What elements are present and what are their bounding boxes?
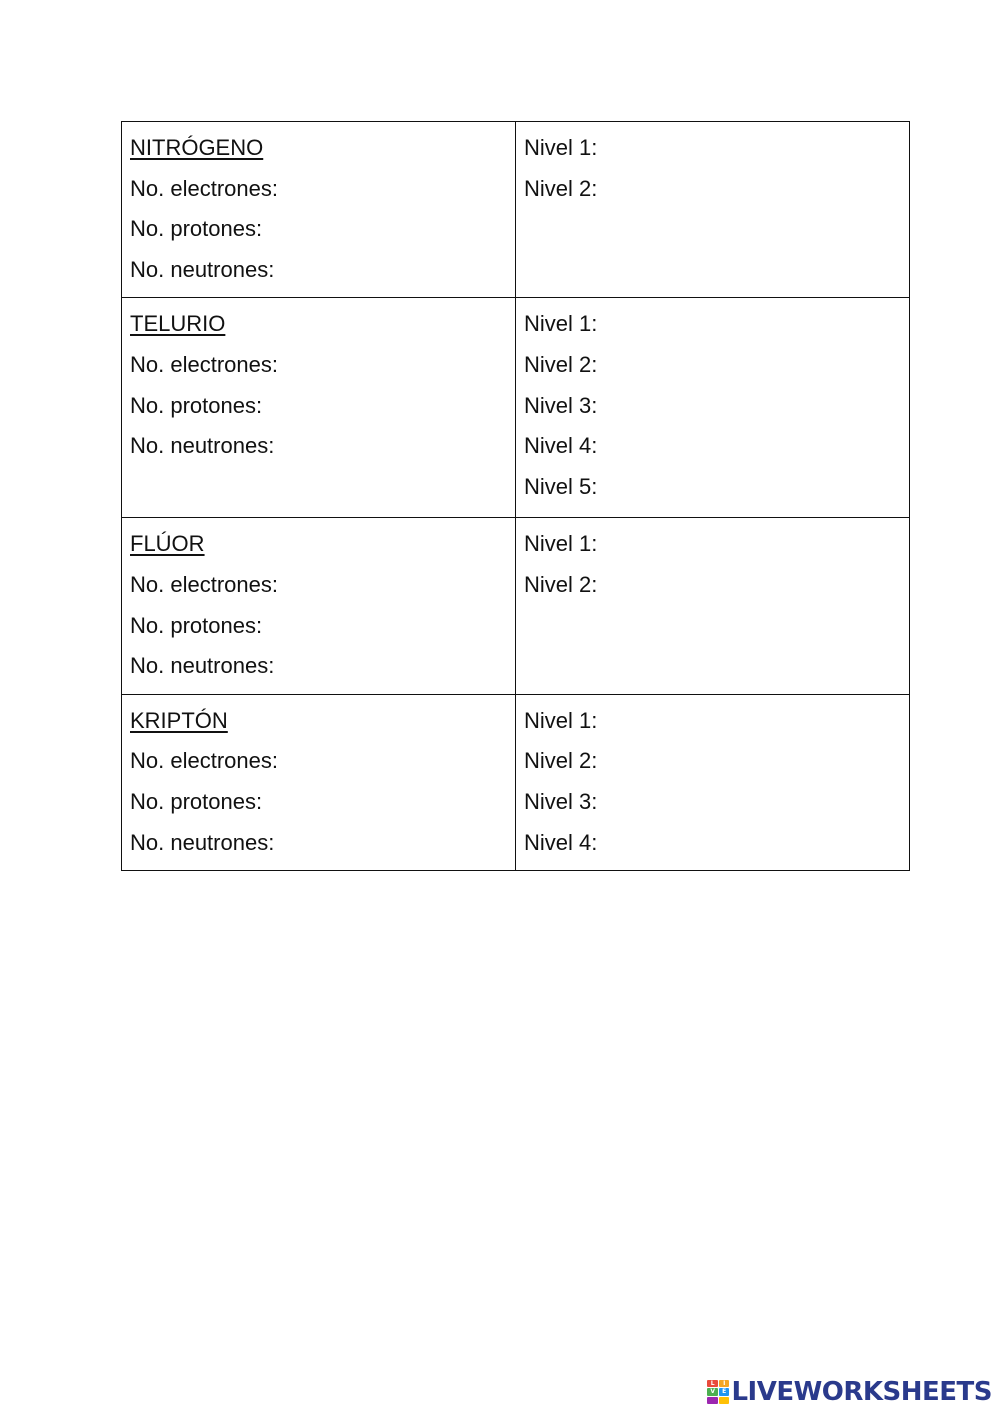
level-label: Nivel 1: [524, 531, 598, 557]
electrons-label: No. electrones: [130, 571, 278, 597]
table-row [122, 518, 910, 694]
energy-levels-cell [516, 694, 910, 870]
logo-mark-icon [707, 1380, 729, 1404]
level-label: Nivel 3: [524, 392, 598, 418]
neutrons-label: No. neutrones: [130, 256, 275, 282]
energy-levels-cell [516, 122, 910, 298]
energy-levels-cell [516, 298, 910, 518]
neutrons-label: No. neutrones: [130, 829, 275, 855]
logo-mark-letter: V [707, 1388, 718, 1395]
logo-mark-letter: L [707, 1380, 718, 1387]
level-label: Nivel 5: [524, 473, 598, 499]
neutrons-label: No. neutrones: [130, 433, 275, 459]
element-info-cell [122, 298, 516, 518]
element-info-cell [122, 122, 516, 298]
level-label: Nivel 2: [524, 175, 598, 201]
logo-text: LIVEWORKSHEETS [731, 1377, 992, 1407]
level-label: Nivel 2: [524, 571, 598, 597]
element-name: FLÚOR [130, 531, 205, 557]
level-label: Nivel 4: [524, 829, 598, 855]
level-label: Nivel 2: [524, 748, 598, 774]
logo-mark-block [707, 1397, 718, 1404]
electrons-label: No. electrones: [130, 351, 278, 377]
element-info-cell [122, 694, 516, 870]
element-name: KRIPTÓN [130, 707, 228, 733]
protons-label: No. protones: [130, 392, 263, 418]
neutrons-label: No. neutrones: [130, 653, 275, 679]
table-row [122, 298, 910, 518]
level-label: Nivel 2: [524, 351, 598, 377]
element-info-cell [122, 518, 516, 694]
liveworksheets-logo [707, 1379, 992, 1405]
level-label: Nivel 4: [524, 433, 598, 459]
protons-label: No. protones: [130, 612, 263, 638]
logo-mark-letter: E [719, 1388, 730, 1395]
level-label: Nivel 1: [524, 135, 598, 160]
element-name: NITRÓGENO [130, 135, 264, 160]
protons-label: No. protones: [130, 216, 263, 242]
table-row [122, 694, 910, 870]
electrons-label: No. electrones: [130, 748, 278, 774]
worksheet-table [121, 121, 910, 871]
energy-levels-cell [516, 518, 910, 694]
element-name: TELURIO [130, 311, 226, 337]
logo-mark-block [719, 1397, 730, 1404]
table-row [122, 122, 910, 298]
level-label: Nivel 1: [524, 707, 598, 733]
electrons-label: No. electrones: [130, 175, 278, 201]
level-label: Nivel 3: [524, 788, 598, 814]
logo-mark-letter: I [719, 1380, 730, 1387]
protons-label: No. protones: [130, 788, 263, 814]
level-label: Nivel 1: [524, 311, 598, 337]
